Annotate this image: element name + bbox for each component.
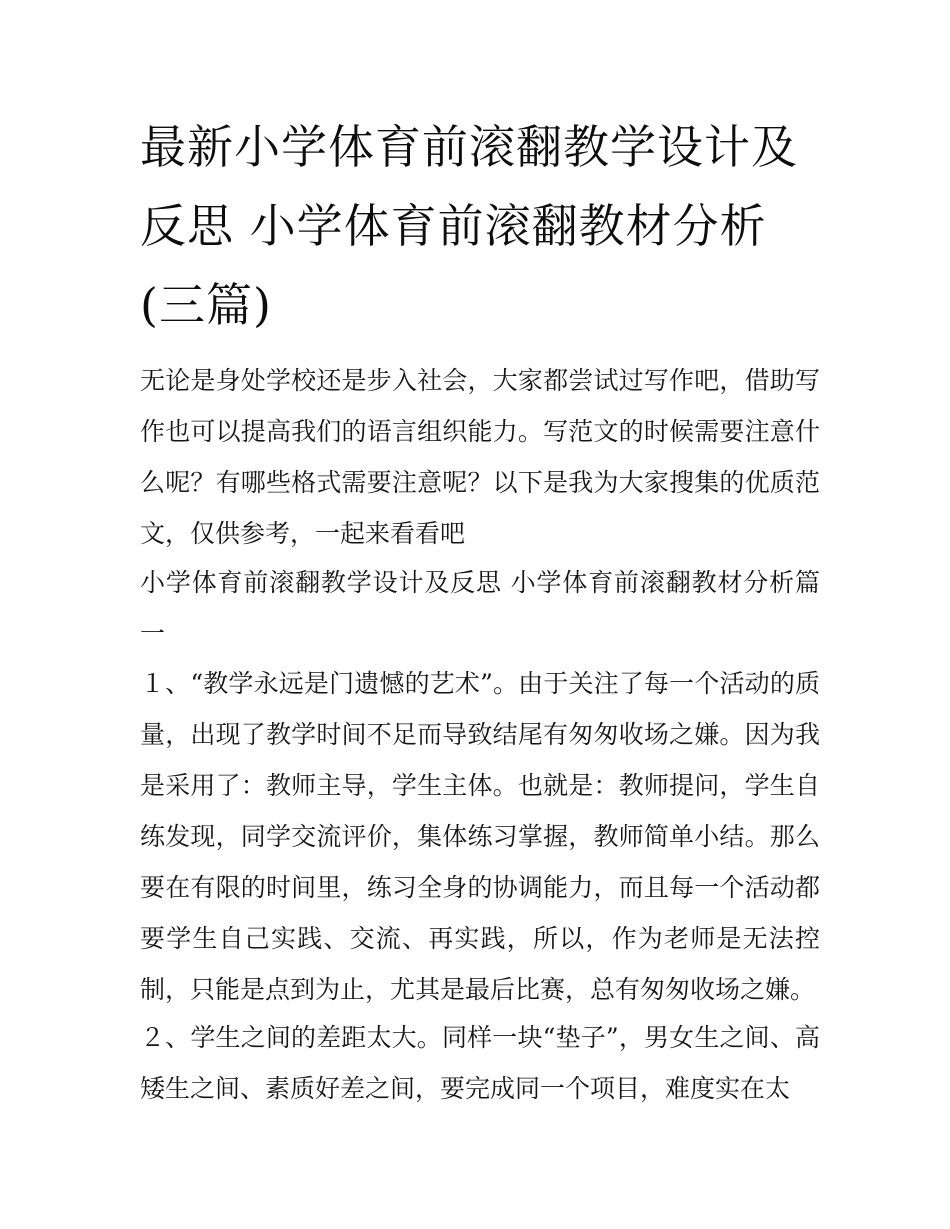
- document-title: 最新小学体育前滚翻教学设计及反思 小学体育前滚翻教材分析(三篇): [140, 120, 798, 332]
- body-paragraph-2: ２、学生之间的差距太大。同样一块“垫子”，男女生之间、高矮生之间、素质好差之间，要完成同一个项目，难度实在太: [140, 1023, 820, 1103]
- body-paragraph-1: １、“教学永远是门遗憾的艺术”。由于关注了每一个活动的质量，出现了教学时间不足而导致结尾有匆匆收场之嫌。因为我是采用了：教师主导，学生主体。也就是：教师提问，学生自练发现，同学交流评价，集体练习掌握，教师简单小结。那么要在有限的时间里，练习全身的协调能力，而且每一个活动都要学生自己实践、交流、再实践，所以，作为老师是无法控制，只能是点到为止，尤其是最后比赛，总有匆匆收场之嫌。: [140, 669, 820, 1004]
- section-heading: 小学体育前滚翻教学设计及反思 小学体育前滚翻教材分析篇一: [140, 568, 820, 648]
- intro-paragraph: 无论是身处学校还是步入社会，大家都尝试过写作吧，借助写作也可以提高我们的语言组织能力。写范文的时候需要注意什么呢？有哪些格式需要注意呢？以下是我为大家搜集的优质范文，仅供参考，一起来看看吧: [140, 366, 820, 548]
